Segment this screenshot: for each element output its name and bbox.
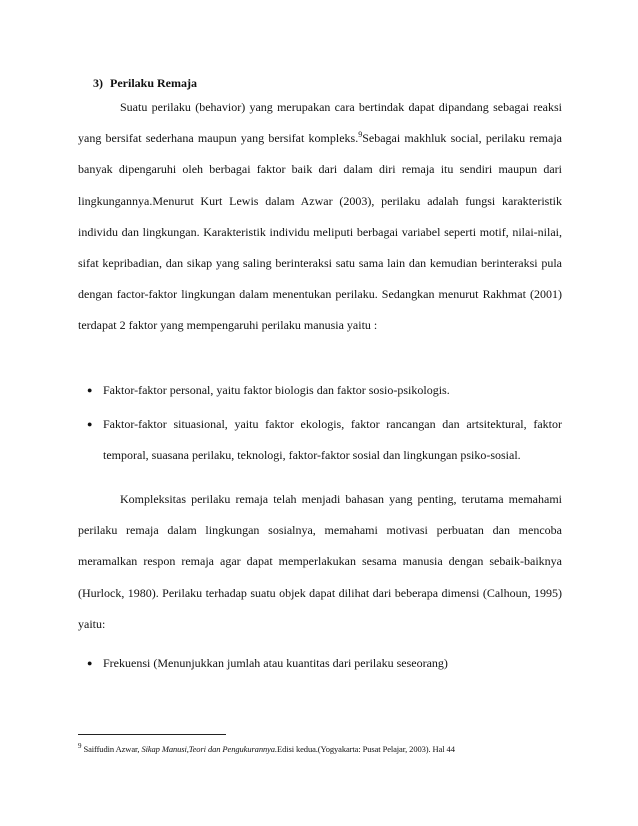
footnote-title: Sikap Manusi,Teori dan Pengukurannya. <box>141 744 277 754</box>
footnote <box>78 744 568 754</box>
footnote-marker: 9 <box>78 742 82 751</box>
factor-list <box>78 375 562 474</box>
footnote-reference: 9 <box>358 130 363 140</box>
dimension-list <box>78 648 562 679</box>
paragraph-text-continued: Sebagai makhluk social, perilaku remaja banyak dipengaruhi oleh berbagai faktor baik dari dalam diri remaja itu sendiri maupun dari lingkungannya.Menurut Kurt Lewis dalam Azwar (2003), perilaku adalah fungsi karakteristik individu dan lingkungan. Karakteristik individu meliputi berbagai variabel seperti motif, nilai-nilai, sifat kepribadian, dan sikap yang saling berinteraksi satu sama lain dan kemudian berinteraksi pula dengan factor-faktor lingkungan dalam menentukan perilaku. Sedangkan menurut Rakhmat (2001) terdapat 2 faktor yang mempengaruhi perilaku manusia yaitu : <box>78 131 562 333</box>
bullet-icon: ● <box>87 419 93 429</box>
paragraph-behavior-definition <box>78 92 562 342</box>
paragraph-text: Kompleksitas perilaku remaja telah menjadi bahasan yang penting, terutama memahami perilaku remaja dalam lingkungan sosialnya, memahami motivasi perbuatan dan mencoba meramalkan respon remaja agar dapat memperlakukan sesama manusia dengan sebaik-baiknya (Hurlock, 1980). Perilaku terhadap suatu objek dapat dilihat dari beberapa dimensi (Calhoun, 1995) yaitu: <box>78 492 562 631</box>
bullet-icon: ● <box>87 385 93 395</box>
list-item: ● Faktor-faktor situasional, yaitu faktor ekologis, faktor rancangan dan artsitektural, faktor temporal, suasana perilaku, teknologi, faktor-faktor sosial dan lingkungan psiko-sosial. <box>78 409 562 471</box>
paragraph-text: Suatu perilaku (behavior) yang merupakan cara bertindak dapat dipandang sebagai reaksi yang bersifat sederhana maupun yang bersifat kompleks. <box>78 100 562 146</box>
section-number: 3) <box>93 76 103 90</box>
bullet-icon: ● <box>87 658 93 668</box>
section-heading <box>93 76 197 91</box>
list-item: ● Faktor-faktor personal, yaitu faktor biologis dan faktor sosio-psikologis. <box>78 375 562 406</box>
paragraph-complexity <box>78 484 562 640</box>
footnote-author: Saiffudin Azwar, <box>83 744 140 754</box>
footnote-divider <box>78 734 226 735</box>
section-title: Perilaku Remaja <box>110 76 197 90</box>
footnote-details: Edisi kedua.(Yogyakarta: Pusat Pelajar, 2003). Hal 44 <box>276 744 455 754</box>
list-item: ● Frekuensi (Menunjukkan jumlah atau kuantitas dari perilaku seseorang) <box>78 648 562 679</box>
